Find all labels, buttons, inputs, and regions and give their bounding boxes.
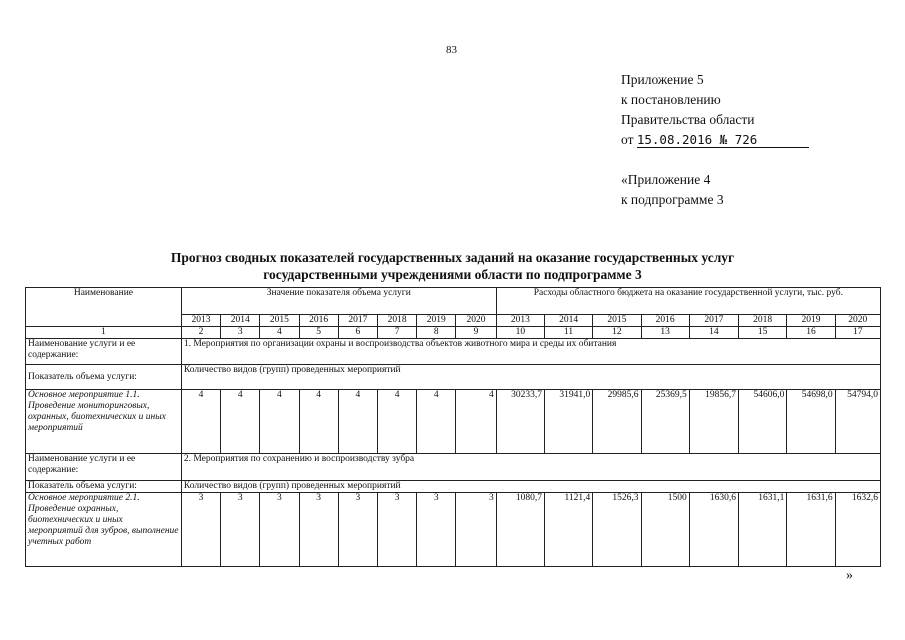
forecast-table [25, 287, 881, 567]
column-number: 6 [338, 327, 377, 339]
volume-value: 4 [417, 390, 456, 454]
activity-name: Основное мероприятие 1.1. Проведение мониторинговых, охранных, биотехнических и иных мероприятий [26, 390, 182, 454]
year-cell: 2015 [260, 315, 299, 327]
annex-line-3: Правительства области [621, 112, 755, 127]
title-line-2: государственными учреждениями области по подпрограмме 3 [263, 267, 642, 282]
document-title [0, 249, 905, 283]
activity-name: Основное мероприятие 2.1. Проведение охранных, биотехнических и иных мероприятий для зубров, выполнение учетных работ [26, 493, 182, 567]
service-label: Наименование услуги и ее содержание: [26, 339, 182, 365]
expense-value: 1526,3 [593, 493, 641, 567]
year-cell: 2019 [787, 315, 835, 327]
volume-value: 4 [221, 390, 260, 454]
column-number-row [26, 327, 881, 339]
volume-value: 4 [299, 390, 338, 454]
volume-value: 3 [338, 493, 377, 567]
column-number: 15 [739, 327, 787, 339]
indicator-label: Показатель объема услуги: [26, 481, 182, 493]
year-cell: 2017 [689, 315, 738, 327]
column-number: 14 [689, 327, 738, 339]
annex-header [621, 70, 809, 150]
indicator-value: Количество видов (групп) проведенных мероприятий [181, 481, 880, 493]
volume-value: 3 [299, 493, 338, 567]
annex-previous [621, 170, 724, 210]
service-value: 2. Мероприятия по сохранению и воспроизводству зубра [181, 454, 880, 481]
annex-line-2: к постановлению [621, 92, 721, 107]
activity-row [26, 390, 881, 454]
volume-value: 4 [377, 390, 416, 454]
column-number: 4 [260, 327, 299, 339]
indicator-row [26, 365, 881, 390]
annex-prev-line-2: к подпрограмме 3 [621, 192, 724, 207]
expense-value: 1631,1 [739, 493, 787, 567]
year-cell: 2016 [299, 315, 338, 327]
volume-value: 3 [221, 493, 260, 567]
expense-value: 31941,0 [544, 390, 592, 454]
column-number: 8 [417, 327, 456, 339]
year-cell: 2020 [835, 315, 880, 327]
indicator-row [26, 481, 881, 493]
service-value: 1. Мероприятия по организации охраны и воспроизводства объектов животного мира и среды их обитания [181, 339, 880, 365]
column-number: 11 [544, 327, 592, 339]
service-label: Наименование услуги и ее содержание: [26, 454, 182, 481]
column-number: 5 [299, 327, 338, 339]
expense-value: 54606,0 [739, 390, 787, 454]
year-cell: 2015 [593, 315, 641, 327]
expense-value: 25369,5 [641, 390, 689, 454]
column-number: 9 [456, 327, 496, 339]
expense-value: 1080,7 [496, 493, 544, 567]
header-name: Наименование [26, 288, 182, 327]
header-volume: Значение показателя объема услуги [181, 288, 496, 315]
column-number: 2 [181, 327, 220, 339]
column-number: 7 [377, 327, 416, 339]
volume-value: 3 [181, 493, 220, 567]
volume-value: 3 [377, 493, 416, 567]
service-row [26, 339, 881, 365]
indicator-label: Показатель объема услуги: [26, 365, 182, 390]
annex-line-1: Приложение 5 [621, 72, 704, 87]
title-line-1: Прогноз сводных показателей государственных заданий на оказание государственных услуг [170, 250, 735, 265]
volume-value: 4 [338, 390, 377, 454]
volume-value: 4 [181, 390, 220, 454]
expense-value: 29985,6 [593, 390, 641, 454]
year-cell: 2018 [739, 315, 787, 327]
indicator-value: Количество видов (групп) проведенных мероприятий [181, 365, 880, 390]
expense-value: 1500 [641, 493, 689, 567]
volume-value: 3 [417, 493, 456, 567]
year-cell: 2014 [544, 315, 592, 327]
column-number: 10 [496, 327, 544, 339]
annex-prev-line-1: «Приложение 4 [621, 172, 711, 187]
volume-value: 4 [260, 390, 299, 454]
year-cell: 2014 [221, 315, 260, 327]
year-cell: 2020 [456, 315, 496, 327]
expense-value: 1630,6 [689, 493, 738, 567]
volume-value: 3 [456, 493, 496, 567]
expense-value: 1121,4 [544, 493, 592, 567]
annex-date-prefix: от [621, 132, 634, 147]
closing-quote: » [846, 568, 853, 583]
annex-date-value: 15.08.2016 № 726 [637, 132, 809, 148]
column-number: 12 [593, 327, 641, 339]
year-cell: 2019 [417, 315, 456, 327]
column-number: 16 [787, 327, 835, 339]
header-expense: Расходы областного бюджета на оказание государственной услуги, тыс. руб. [496, 288, 880, 315]
page-number: 83 [446, 44, 457, 56]
column-number: 13 [641, 327, 689, 339]
expense-value: 1632,6 [835, 493, 880, 567]
year-cell: 2018 [377, 315, 416, 327]
expense-value: 54794,0 [835, 390, 880, 454]
expense-value: 54698,0 [787, 390, 835, 454]
column-number: 17 [835, 327, 880, 339]
header-row [26, 288, 881, 315]
column-number: 1 [26, 327, 182, 339]
annex-date-line [621, 130, 809, 150]
volume-value: 3 [260, 493, 299, 567]
year-cell: 2013 [496, 315, 544, 327]
volume-value: 4 [456, 390, 496, 454]
year-cell: 2016 [641, 315, 689, 327]
expense-value: 1631,6 [787, 493, 835, 567]
year-cell: 2017 [338, 315, 377, 327]
expense-value: 19856,7 [689, 390, 738, 454]
column-number: 3 [221, 327, 260, 339]
year-cell: 2013 [181, 315, 220, 327]
activity-row [26, 493, 881, 567]
expense-value: 30233,7 [496, 390, 544, 454]
service-row [26, 454, 881, 481]
